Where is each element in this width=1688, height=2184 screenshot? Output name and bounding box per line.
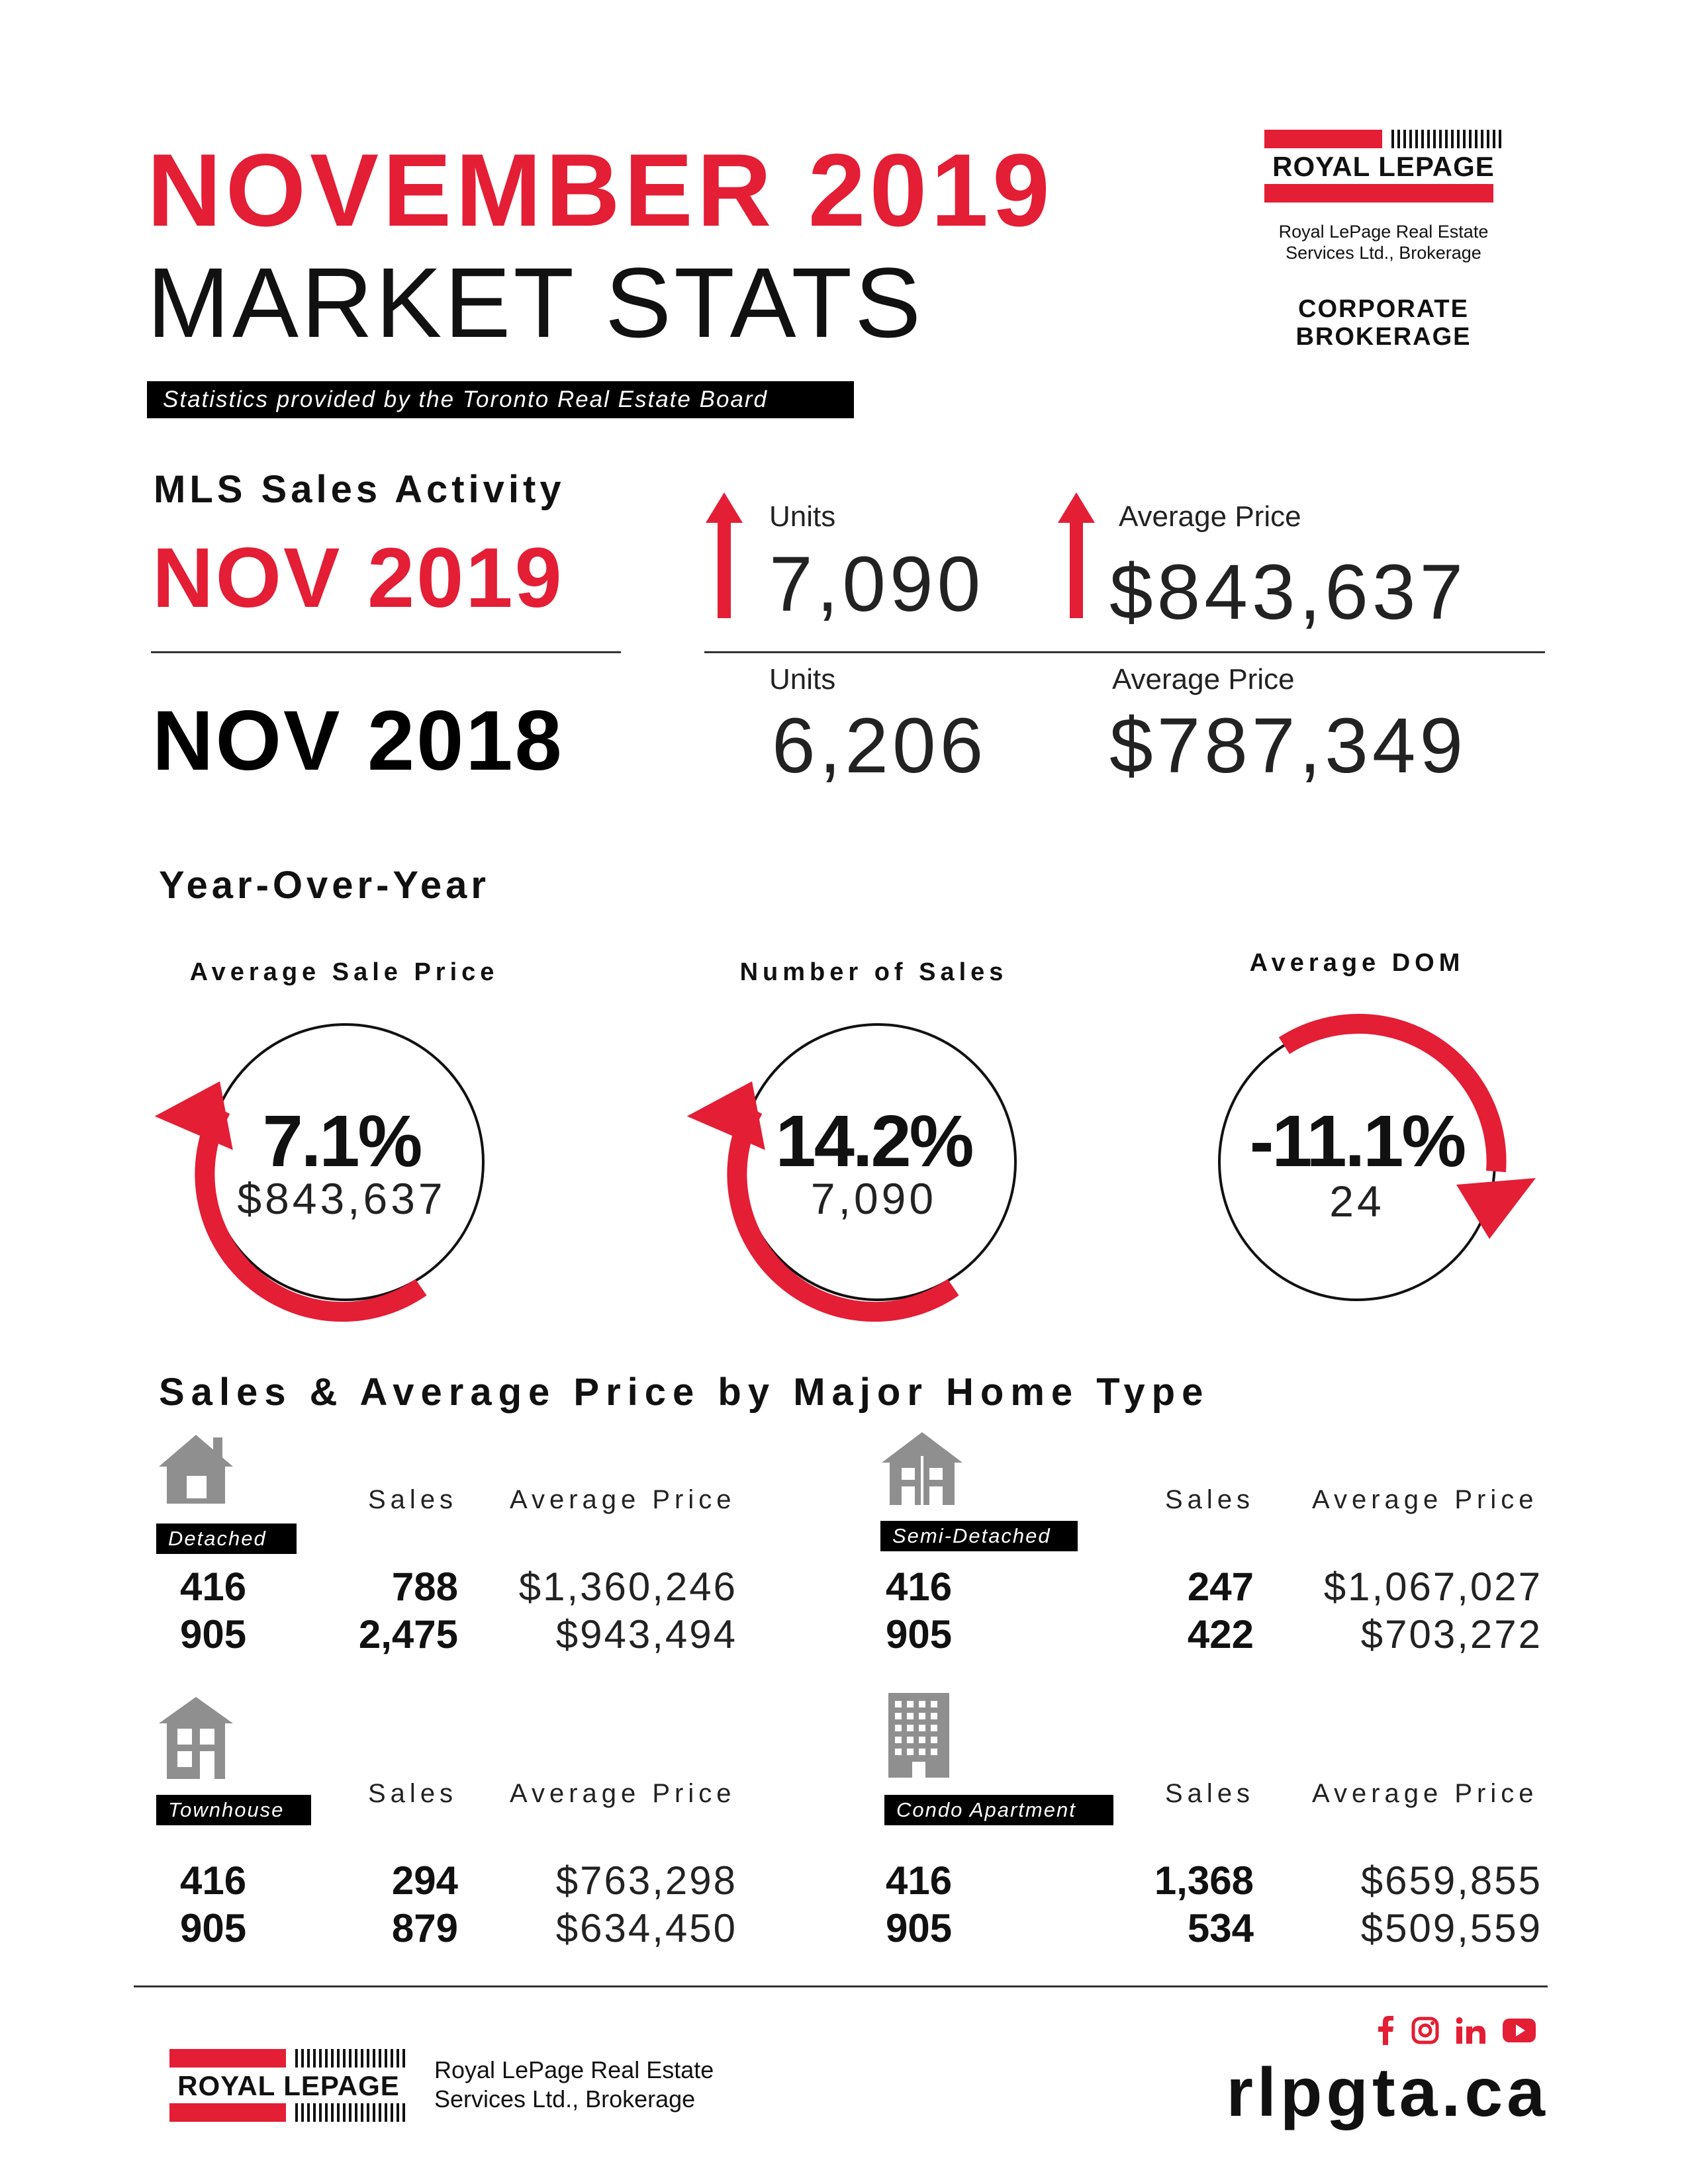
area-code: 905	[886, 1906, 953, 1950]
youtube-icon[interactable]	[1503, 2019, 1536, 2042]
page-title: NOVEMBER 2019	[147, 133, 1054, 248]
footer-company: Royal LePage Real Estate Services Ltd., Brokerage	[434, 2056, 714, 2113]
townhouse-icon	[156, 1694, 236, 1780]
sales-value: 879	[391, 1906, 458, 1950]
logo-red-bar-bottom	[169, 2103, 286, 2122]
logo-red-bar-bottom	[1264, 184, 1493, 203]
sales-value: 788	[391, 1565, 458, 1609]
source-banner: Statistics provided by the Toronto Real Estate Board	[147, 381, 854, 418]
sales-value: 422	[1187, 1612, 1254, 1657]
area-code: 905	[180, 1906, 247, 1950]
footer-divider	[134, 1985, 1548, 1987]
col-header-sales: Sales	[1165, 1485, 1255, 1514]
units-current: 7,090	[769, 541, 985, 628]
logo-barcode	[295, 2049, 406, 2068]
units-label: Units	[769, 500, 836, 533]
price-value: $1,067,027	[1323, 1565, 1542, 1609]
condo-building-icon	[887, 1692, 951, 1779]
units-label: Units	[769, 663, 836, 696]
yoy-label-dom: Average DOM	[1249, 949, 1465, 977]
sales-value: 534	[1187, 1906, 1254, 1950]
mls-heading: MLS Sales Activity	[154, 468, 565, 511]
logo-red-bar	[1264, 130, 1382, 148]
price-label: Average Price	[1112, 663, 1295, 696]
divider-right	[704, 651, 1545, 653]
price-value: $659,855	[1360, 1858, 1542, 1903]
yoy-value-dom: 24	[1329, 1177, 1385, 1226]
type-tag-townhouse: Townhouse	[156, 1795, 311, 1825]
social-links	[1377, 2016, 1536, 2045]
logo-barcode	[295, 2103, 406, 2122]
sales-value: 294	[391, 1858, 458, 1903]
linkedin-icon[interactable]	[1456, 2017, 1485, 2044]
logo-wordmark: ROYAL LEPAGE	[1272, 151, 1495, 182]
col-header-price: Average Price	[510, 1485, 736, 1514]
col-header-price: Average Price	[510, 1779, 736, 1808]
price-value: $943,494	[555, 1612, 737, 1657]
yoy-pct-avg-price: 7.1%	[262, 1101, 421, 1182]
price-value: $634,450	[555, 1906, 737, 1950]
area-code: 416	[180, 1565, 247, 1609]
home-types-heading: Sales & Average Price by Major Home Type	[159, 1371, 1210, 1414]
type-tag-semi-detached: Semi-Detached	[880, 1521, 1078, 1551]
area-code: 416	[886, 1858, 953, 1903]
type-tag-detached: Detached	[156, 1524, 297, 1554]
yoy-pct-dom: -11.1%	[1249, 1101, 1465, 1182]
col-header-price: Average Price	[1312, 1485, 1538, 1514]
footer-logo[interactable]	[169, 2049, 408, 2122]
logo-barcode	[1391, 130, 1503, 148]
price-value: $703,272	[1360, 1612, 1542, 1657]
logo-red-bar	[169, 2049, 286, 2068]
yoy-label-avg-price: Average Sale Price	[189, 958, 499, 986]
detached-house-icon	[156, 1432, 236, 1505]
brand-company: Royal LePage Real Estate Services Ltd., Brokerage	[1278, 222, 1489, 263]
yoy-heading: Year-Over-Year	[159, 864, 490, 907]
price-value: $1,360,246	[518, 1565, 737, 1609]
page-subtitle: MARKET STATS	[147, 247, 924, 358]
logo-wordmark: ROYAL LEPAGE	[177, 2070, 400, 2101]
current-period: NOV 2019	[152, 531, 564, 625]
instagram-icon[interactable]	[1411, 2017, 1439, 2044]
yoy-value-num-sales: 7,090	[810, 1174, 937, 1223]
price-value: $509,559	[1360, 1906, 1542, 1950]
divider-left	[151, 651, 621, 653]
area-code: 416	[886, 1565, 953, 1609]
yoy-label-num-sales: Number of Sales	[739, 958, 1008, 986]
arrow-up-icon	[706, 492, 743, 618]
price-previous: $787,349	[1109, 702, 1468, 790]
price-value: $763,298	[555, 1858, 737, 1903]
website-link[interactable]: rlpgta.ca	[1226, 2054, 1549, 2131]
col-header-sales: Sales	[368, 1779, 458, 1808]
sales-value: 247	[1187, 1565, 1254, 1609]
arrow-up-icon	[1058, 492, 1095, 618]
brand-division: CORPORATE BROKERAGE	[1295, 295, 1472, 351]
col-header-sales: Sales	[1165, 1779, 1255, 1808]
price-current: $843,637	[1109, 549, 1468, 636]
sales-value: 1,368	[1154, 1858, 1254, 1903]
semi-detached-house-icon	[879, 1430, 965, 1506]
col-header-price: Average Price	[1312, 1779, 1538, 1808]
previous-period: NOV 2018	[152, 694, 564, 788]
col-header-sales: Sales	[368, 1485, 458, 1514]
units-previous: 6,206	[772, 702, 988, 790]
yoy-pct-num-sales: 14.2%	[775, 1101, 972, 1182]
type-tag-condo-apartment: Condo Apartment	[884, 1795, 1113, 1825]
sales-value: 2,475	[358, 1612, 458, 1657]
price-label: Average Price	[1119, 500, 1301, 533]
facebook-icon[interactable]	[1377, 2016, 1394, 2045]
area-code: 905	[886, 1612, 953, 1657]
area-code: 905	[180, 1612, 247, 1657]
yoy-value-avg-price: $843,637	[237, 1174, 446, 1223]
brand-logo[interactable]	[1264, 130, 1503, 203]
area-code: 416	[180, 1858, 247, 1903]
